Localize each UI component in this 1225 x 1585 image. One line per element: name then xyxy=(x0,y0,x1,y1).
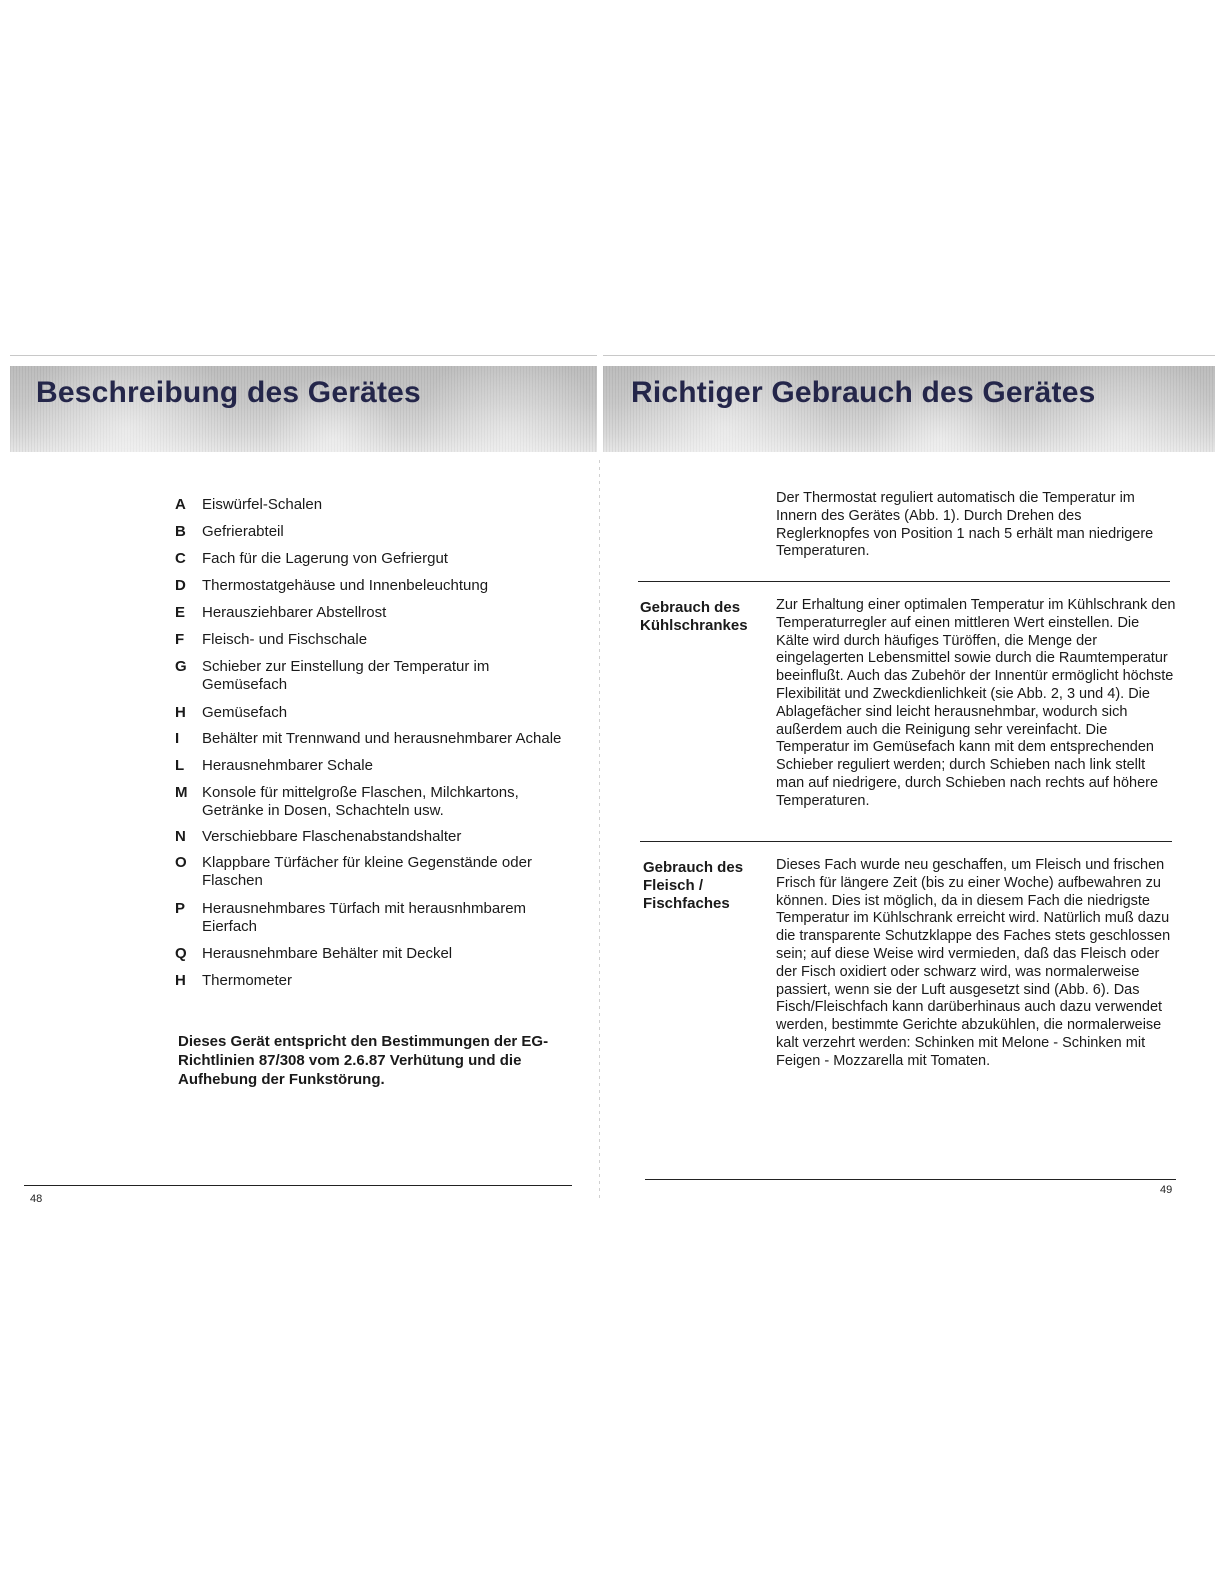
item-text: Konsole für mittelgroße Flaschen, Milchkartons, Getränke in Dosen, Schachteln usw. xyxy=(202,784,519,819)
section-text-fridge: Zur Erhaltung einer optimalen Temperatur im Kühlschrank den Temperaturregler auf einen mittleren Wert einstellen. Die Kälte wird durch häufiges Türöffen, die Menge der eingelagerten Lebensmittel sowie durch die Raumtemperatur beeinflußt. Auch das Zubehör der Innentür ermöglicht höchste Flexibilität und Zweckdienlichkeit (sie Abb. 2, 3 und 4). Die Ablagefächer sind leicht herausnehmbar, wodurch sich außerdem auch die Reinigung sehr vereinfacht. Die Temperatur im Gemüsefach kann mit dem entsprechenden Schieber reguliert werden; durch Schieben nach link stellt man auf niedrigere, durch Schieben nach rechts auf höhere Temperaturen. xyxy=(776,597,1176,809)
left-title-banner xyxy=(10,366,597,452)
item-text: Klappbare Türfächer für kleine Gegenstände oder Flaschen xyxy=(202,854,532,889)
section-divider xyxy=(640,841,1172,842)
top-rule-right xyxy=(603,355,1215,356)
item-text: Gemüsefach xyxy=(202,704,288,721)
item-text: Verschiebbare Flaschenabstandshalter xyxy=(202,828,462,845)
right-page-title: Richtiger Gebrauch des Gerätes xyxy=(631,376,1096,409)
compliance-notice: Dieses Gerät entspricht den Bestimmungen der EG-Richtlinien 87/308 vom 2.6.87 Verhütung und die Aufhebung der Funkstörung. xyxy=(178,1033,549,1088)
item-text: Fach für die Lagerung von Gefriergut xyxy=(202,550,448,567)
item-letter: C xyxy=(175,550,186,567)
item-letter: O xyxy=(175,854,187,871)
item-text: Gefrierabteil xyxy=(202,523,284,540)
item-letter: L xyxy=(175,757,185,774)
item-letter: Q xyxy=(175,945,187,962)
item-letter: M xyxy=(175,784,188,801)
item-text: Herausziehbarer Abstellrost xyxy=(202,604,387,621)
item-text: Herausnehmbarer Schale xyxy=(202,757,373,774)
intro-paragraph: Der Thermostat reguliert automatisch die Temperatur im Innern des Gerätes (Abb. 1). Durch Drehen des Reglerknopfes von Position 1 nach 5 erhält man niedrigere Temperaturen. xyxy=(776,490,1154,560)
item-text: Eiswürfel-Schalen xyxy=(202,496,323,513)
item-letter: P xyxy=(175,900,186,917)
section-divider xyxy=(638,581,1170,582)
item-letter: I xyxy=(175,730,180,747)
item-letter: F xyxy=(175,631,185,648)
item-letter: H xyxy=(175,704,186,721)
item-text: Herausnehmbares Türfach mit herausnhmbarem Eierfach xyxy=(202,900,527,935)
bottom-rule-right xyxy=(645,1179,1176,1180)
section-label-fridge: Gebrauch des Kühlschrankes xyxy=(640,599,748,634)
page-number-left: 48 xyxy=(30,1193,43,1205)
item-text: Fleisch- und Fischschale xyxy=(202,631,368,648)
item-letter: A xyxy=(175,496,186,513)
item-letter: G xyxy=(175,658,187,675)
section-label-meat-fish: Gebrauch des Fleisch / Fischfaches xyxy=(643,859,744,912)
item-text: Behälter mit Trennwand und herausnehmbarer Achale xyxy=(202,730,562,747)
item-letter: B xyxy=(175,523,186,540)
right-title-banner xyxy=(603,366,1215,452)
item-text: Herausnehmbare Behälter mit Deckel xyxy=(202,945,453,962)
item-text: Schieber zur Einstellung der Temperatur im Gemüsefach xyxy=(202,658,490,693)
top-rule-left xyxy=(10,355,597,356)
item-text: Thermometer xyxy=(202,972,293,989)
item-letter: D xyxy=(175,577,186,594)
item-letter: E xyxy=(175,604,186,621)
item-letter: H xyxy=(175,972,186,989)
page-number-right: 49 xyxy=(1160,1184,1173,1196)
section-text-meat-fish: Dieses Fach wurde neu geschaffen, um Fleisch und frischen Frisch für längere Zeit (bis zu einer Woche) aufbewahren zu können. Dies ist möglich, da in diesem Fach die niedrigste Temperatur im Kühlschrank erreicht wird. Natürlich muß dazu die transparente Schutzklappe des Faches stets geschlossen sein; auf diese Weise wird vermieden, daß das Fleisch oder der Fisch oxidiert oder schwarz wird, was normalerweise passiert, wenn sie der Luft ausgesetzt sind (Abb. 6). Das Fisch/Fleischfach kann darüberhinaus auch dazu verwendet werden, bestimmte Gerichte abzukühlen, die normalerweise kalt verzehrt werden: Schinken mit Melone - Schinken mit Feigen - Mozzarella mit Tomaten. xyxy=(776,857,1171,1069)
page-gutter xyxy=(599,460,600,1200)
bottom-rule-left xyxy=(24,1185,572,1186)
item-text: Thermostatgehäuse und Innenbeleuchtung xyxy=(202,577,489,594)
left-page-title: Beschreibung des Gerätes xyxy=(36,376,421,409)
item-letter: N xyxy=(175,828,186,845)
